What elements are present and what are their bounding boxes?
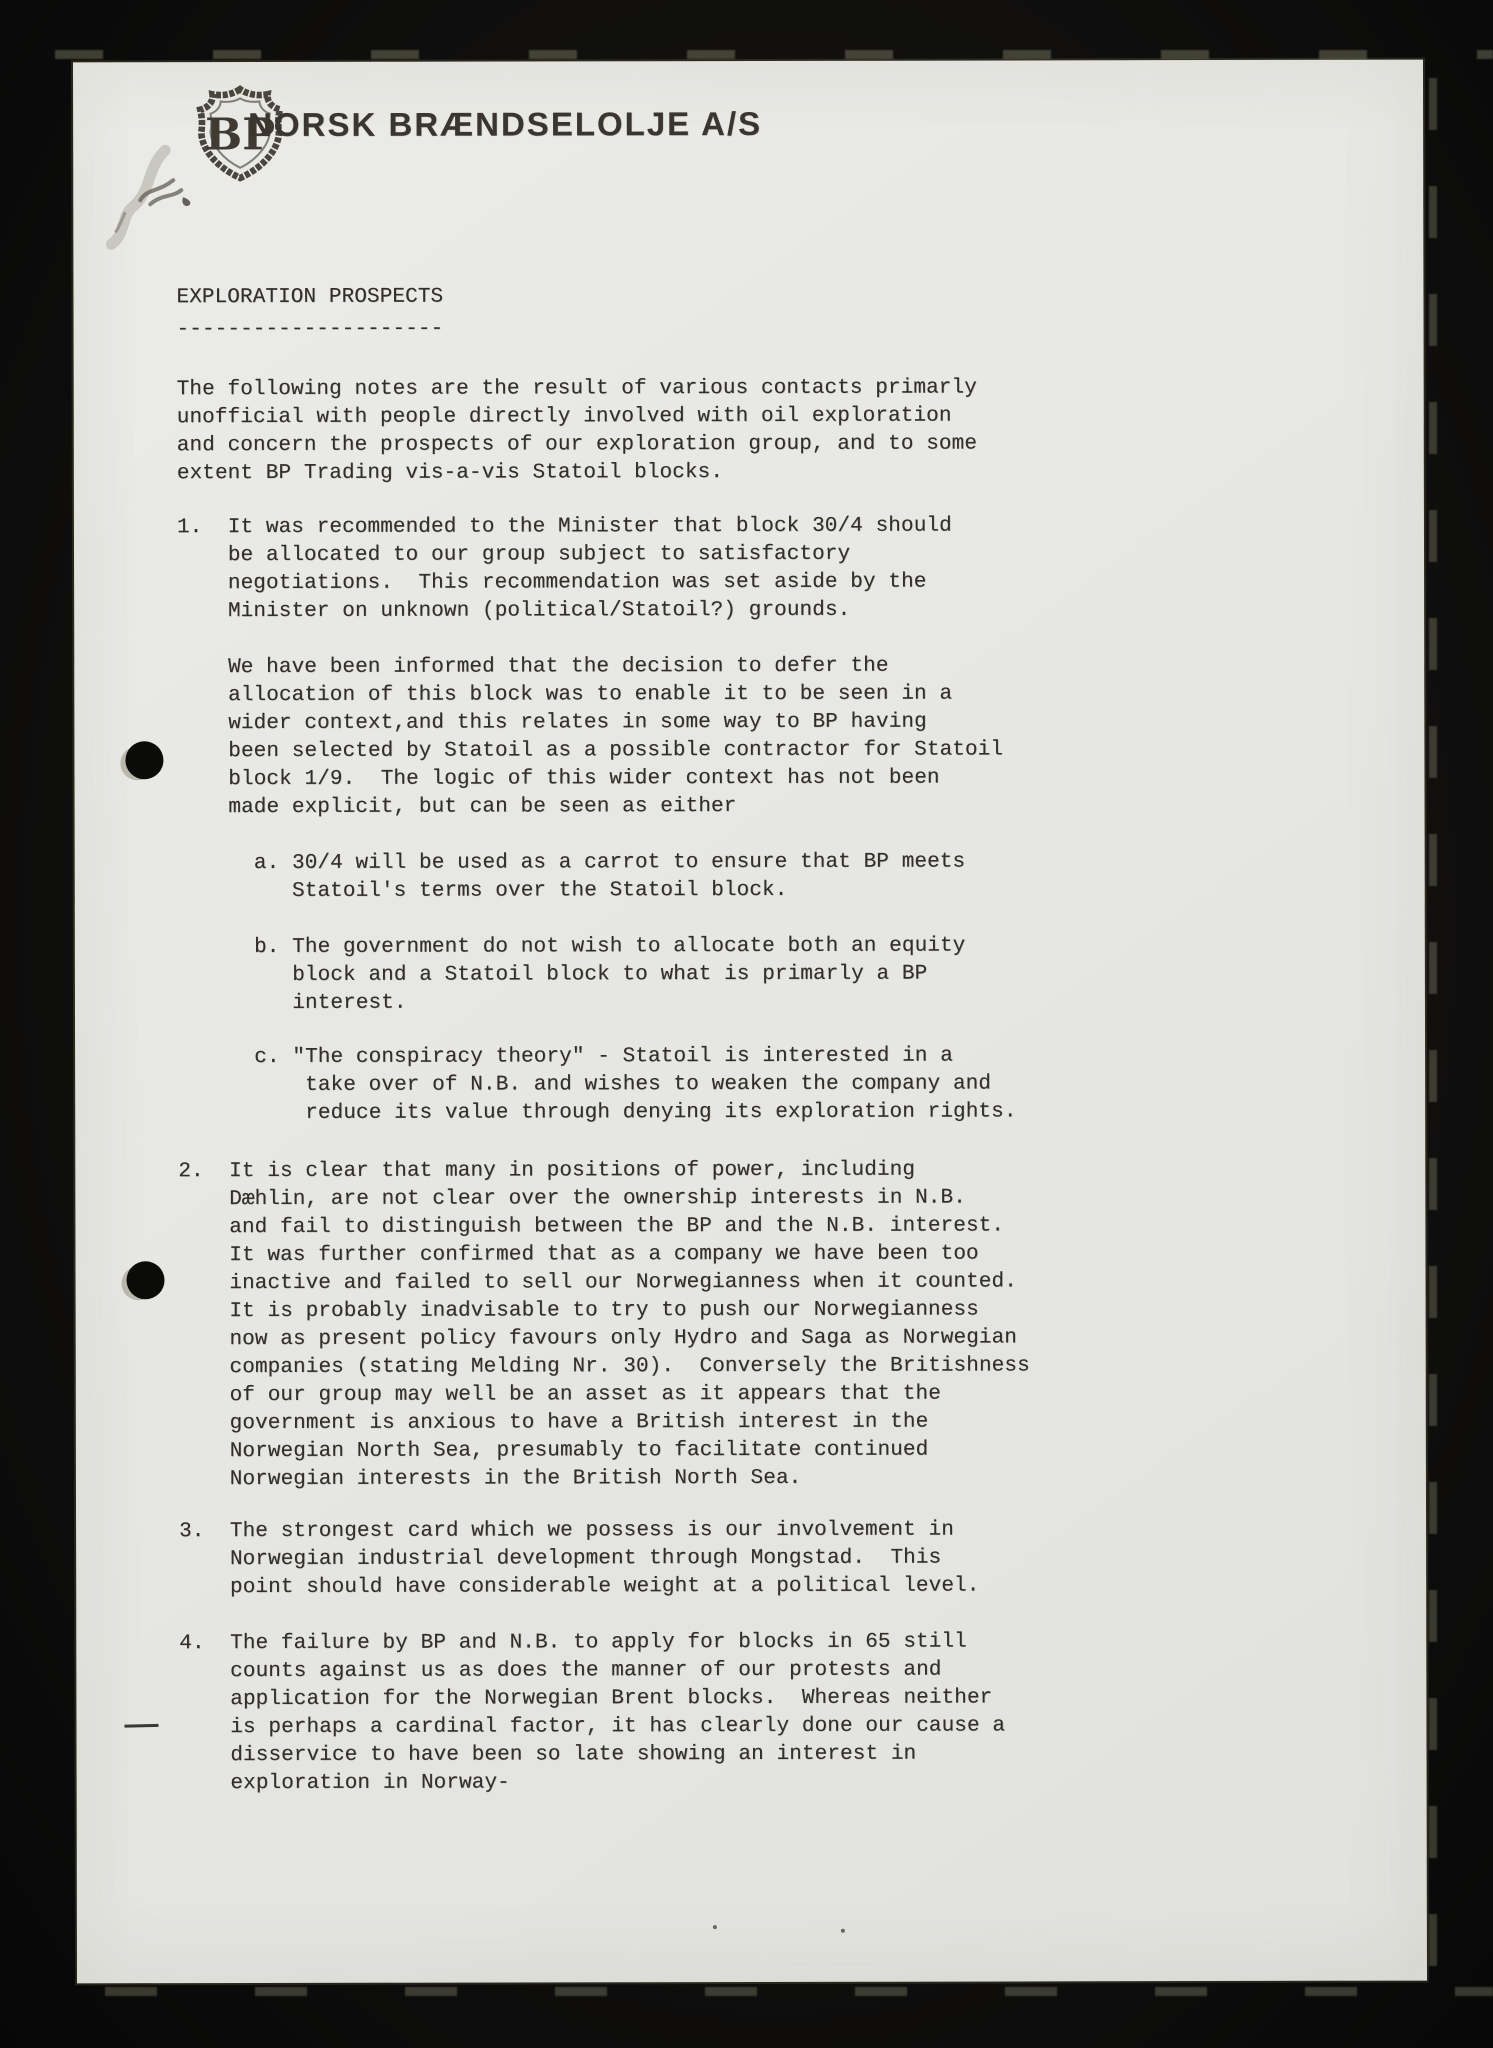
item-1-sub-c: c. "The conspiracy theory" - Statoil is interested in a take over of N.B. and wishes to weaken the company and reduce its value through denying its exploration rights.: [178, 1044, 1017, 1126]
ink-speck: [713, 1925, 717, 1929]
intro-paragraph: The following notes are the result of various contacts primarly unofficial with people directly involved with oil exploration and concern the prospects of our exploration group, and to some extent BP Trading vis-a-vis Statoil blocks.: [176, 376, 978, 486]
title-underline: ---------------------: [176, 317, 444, 342]
film-edge-marks-right: [1429, 78, 1437, 1983]
punch-hole: [125, 741, 163, 779]
document-title: EXPLORATION PROSPECTS: [176, 285, 444, 310]
item-2-paragraph: 2. It is clear that many in positions of power, including Dæhlin, are not clear over the ownership interests in N.B. and fail to distinguish between the BP and the N.B. interest. It was further confirmed that as a company we have been too inactive and failed to sell our Norwegianness when it counted. It is probably inadvisable to try to push our Norwegianness now as present policy favours only Hydro and Saga as Norwegian companies (stating Melding Nr. 30). Conversely the Britishness of our group may well be an asset as it appears that the government is anxious to have a British interest in the Norwegian North Sea, presumably to facilitate continued Norwegian interests in the British North Sea.: [178, 1158, 1030, 1492]
item-1-paragraph-2: We have been informed that the decision to defer the allocation of this block was to enable it to be seen in a wider context,and this relates in some way to BP having been selected by Statoil as a possible contractor for Statoil block 1/9. The logic of this wider context has not been made explicit, but can be seen as either: [177, 654, 1004, 820]
company-name: NORSK BRÆNDSELOLJE A/S: [248, 104, 763, 144]
ink-speck: [841, 1929, 845, 1933]
film-edge-marks-bottom: [105, 1987, 1493, 1996]
film-edge-marks-top: [55, 50, 1493, 59]
document-page: [73, 60, 1427, 1984]
item-4-paragraph: 4. The failure by BP and N.B. to apply for blocks in 65 still counts against us as does the manner of our protests and application for the Norwegian Brent blocks. Whereas neither is perhaps a cardinal factor, it has clearly done our cause a disservice to have been so late showing an interest in exploration in Norway-: [179, 1630, 1006, 1796]
margin-dash-mark: [124, 1724, 158, 1728]
bp-logo-letters: BP: [205, 109, 276, 161]
item-1-sub-b: b. The government do not wish to allocate both an equity block and a Statoil block to what is primarly a BP interest.: [177, 934, 966, 1016]
item-3-paragraph: 3. The strongest card which we possess is our involvement in Norwegian industrial development through Mongstad. This point should have considerable weight at a political level.: [179, 1518, 980, 1600]
item-1-paragraph-1: 1. It was recommended to the Minister that block 30/4 should be allocated to our group subject to satisfactory negotiations. This recommendation was set aside by the Minister on unknown (political/Statoil?) grounds.: [176, 514, 952, 624]
item-1-sub-a: a. 30/4 will be used as a carrot to ensure that BP meets Statoil's terms over the Statoil block.: [177, 850, 966, 904]
punch-hole: [127, 1261, 165, 1299]
